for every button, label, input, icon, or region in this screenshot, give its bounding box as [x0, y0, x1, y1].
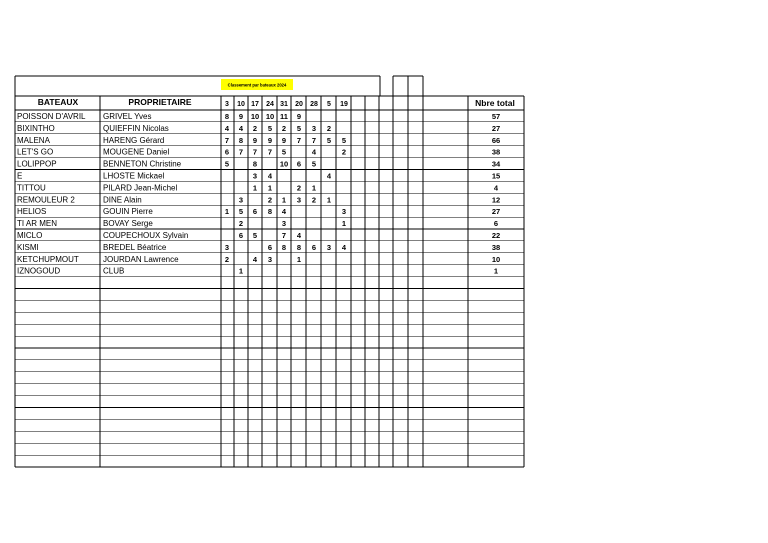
owner-name-cell: LHOSTE Mickael [103, 171, 165, 181]
total-cell: 27 [491, 123, 501, 133]
score-cell: 9 [281, 135, 287, 145]
owner-name-cell: COUPECHOUX Sylvain [103, 231, 189, 240]
score-cell: 2 [238, 219, 244, 229]
score-cell: 4 [224, 123, 230, 133]
score-cell: 3 [326, 242, 332, 252]
score-cell: 2 [224, 254, 230, 264]
total-cell: 34 [491, 159, 501, 169]
boat-name-cell: LET'S GO [17, 147, 54, 157]
score-cell: 5 [326, 135, 332, 145]
boat-name-cell: TITTOU [17, 183, 46, 193]
owner-name-cell: JOURDAN Lawrence [103, 254, 179, 264]
race-column-header: 31 [280, 101, 288, 108]
boat-name-cell: MICLO [17, 231, 43, 240]
race-column-header: 28 [310, 101, 318, 108]
total-cell: 4 [493, 183, 499, 193]
owner-name-cell: QUIEFFIN Nicolas [103, 123, 169, 133]
score-cell: 8 [281, 242, 287, 252]
table-rows [17, 112, 501, 276]
boat-name-cell: HELIOS [17, 207, 47, 217]
total-cell: 22 [491, 231, 501, 240]
score-cell: 8 [296, 242, 302, 252]
total-cell: 10 [491, 254, 501, 264]
score-cell: 7 [252, 147, 258, 157]
boat-name-cell: BIXINTHO [17, 123, 55, 133]
score-cell: 8 [252, 159, 258, 169]
owner-name-cell: GOUIN Pierre [103, 207, 153, 217]
score-cell: 7 [296, 135, 302, 145]
boat-name-cell: E [17, 171, 23, 181]
boat-name-cell: IZNOGOUD [17, 266, 61, 276]
boat-name-cell: POISSON D'AVRIL [17, 112, 86, 121]
score-cell: 1 [252, 183, 258, 193]
score-cell: 4 [281, 207, 287, 217]
race-column-header: 10 [237, 101, 245, 108]
score-cell: 9 [252, 135, 258, 145]
score-cell: 10 [265, 112, 275, 121]
score-cell: 7 [281, 231, 287, 240]
owner-name-cell: HARENG Gérard [103, 135, 165, 145]
score-cell: 5 [341, 135, 347, 145]
score-cell: 3 [224, 242, 230, 252]
header-boat: BATEAUX [37, 97, 79, 107]
total-cell: 66 [491, 135, 501, 145]
score-cell: 7 [238, 147, 244, 157]
score-cell: 6 [252, 207, 258, 217]
score-cell: 2 [252, 123, 258, 133]
score-cell: 5 [224, 159, 230, 169]
header-total: Nbre total [475, 98, 515, 108]
total-cell: 6 [493, 219, 499, 229]
owner-name-cell: GRIVEL Yves [103, 112, 152, 121]
score-cell: 7 [267, 147, 273, 157]
total-cell: 12 [491, 195, 501, 205]
score-cell: 10 [250, 112, 260, 121]
score-cell: 4 [252, 254, 258, 264]
race-column-header: 20 [295, 101, 303, 108]
owner-name-cell: DINE Alain [103, 195, 142, 205]
owner-name-cell: CLUB [103, 266, 125, 276]
total-cell: 1 [493, 266, 499, 276]
score-cell: 3 [341, 207, 347, 217]
score-cell: 6 [238, 231, 244, 240]
score-cell: 7 [224, 135, 230, 145]
score-cell: 1 [296, 254, 302, 264]
owner-name-cell: BENNETON Christine [103, 159, 182, 169]
total-cell: 27 [491, 207, 501, 217]
score-cell: 5 [311, 159, 317, 169]
boat-name-cell: KETCHUPMOUT [17, 254, 79, 264]
score-cell: 5 [281, 147, 287, 157]
score-cell: 6 [224, 147, 230, 157]
score-cell: 2 [296, 183, 302, 193]
score-cell: 7 [311, 135, 317, 145]
score-cell: 5 [267, 123, 273, 133]
owner-name-cell: MOUGENE Daniel [103, 147, 170, 157]
race-headers [225, 101, 348, 108]
score-cell: 9 [296, 112, 302, 121]
score-cell: 4 [238, 123, 244, 133]
boat-name-cell: TI AR MEN [17, 219, 58, 229]
score-cell: 4 [341, 242, 347, 252]
score-cell: 2 [326, 123, 332, 133]
score-cell: 5 [238, 207, 244, 217]
grid-lines [15, 76, 524, 467]
boat-name-cell: KISMI [17, 242, 39, 252]
total-cell: 38 [491, 147, 501, 157]
score-cell: 3 [296, 195, 302, 205]
score-cell: 5 [252, 231, 258, 240]
score-cell: 4 [311, 147, 317, 157]
race-column-header: 3 [225, 101, 229, 108]
score-cell: 9 [238, 112, 244, 121]
score-cell: 6 [296, 159, 302, 169]
score-cell: 3 [281, 219, 287, 229]
score-cell: 8 [267, 207, 273, 217]
score-cell: 2 [281, 123, 287, 133]
owner-name-cell: BOVAY Serge [103, 219, 153, 229]
score-cell: 4 [267, 171, 273, 181]
score-cell: 2 [341, 147, 347, 157]
sheet-title: Classement par bateaux 2024 [227, 82, 287, 88]
score-cell: 8 [224, 112, 230, 121]
score-cell: 1 [341, 219, 347, 229]
race-column-header: 24 [266, 101, 274, 108]
score-cell: 1 [267, 183, 273, 193]
owner-name-cell: PILARD Jean-Michel [103, 183, 178, 193]
score-cell: 8 [238, 135, 244, 145]
boat-name-cell: REMOULEUR 2 [17, 195, 75, 205]
score-cell: 5 [296, 123, 302, 133]
boat-name-cell: LOLIPPOP [17, 159, 57, 169]
score-cell: 6 [267, 242, 273, 252]
score-cell: 4 [326, 171, 332, 181]
score-cell: 3 [267, 254, 273, 264]
score-cell: 2 [267, 195, 273, 205]
race-column-header: 5 [327, 101, 331, 108]
total-cell: 57 [491, 112, 501, 121]
header-owner: PROPRIETAIRE [128, 97, 192, 107]
score-cell: 1 [281, 195, 287, 205]
score-cell: 1 [326, 195, 332, 205]
total-cell: 38 [491, 242, 501, 252]
boat-name-cell: MALENA [17, 135, 50, 145]
score-cell: 10 [279, 159, 289, 169]
score-cell: 2 [311, 195, 317, 205]
score-cell: 3 [311, 123, 317, 133]
score-cell: 1 [224, 207, 230, 217]
score-cell: 9 [267, 135, 273, 145]
score-cell: 11 [280, 112, 288, 121]
owner-name-cell: BREDEL Béatrice [103, 242, 167, 252]
race-column-header: 19 [340, 101, 348, 108]
race-column-header: 17 [251, 101, 259, 108]
total-cell: 15 [491, 171, 501, 181]
score-cell: 3 [238, 195, 244, 205]
score-cell: 3 [252, 171, 258, 181]
score-cell: 1 [238, 266, 244, 276]
score-cell: 6 [311, 242, 317, 252]
score-cell: 4 [296, 231, 302, 240]
score-cell: 1 [311, 183, 317, 193]
